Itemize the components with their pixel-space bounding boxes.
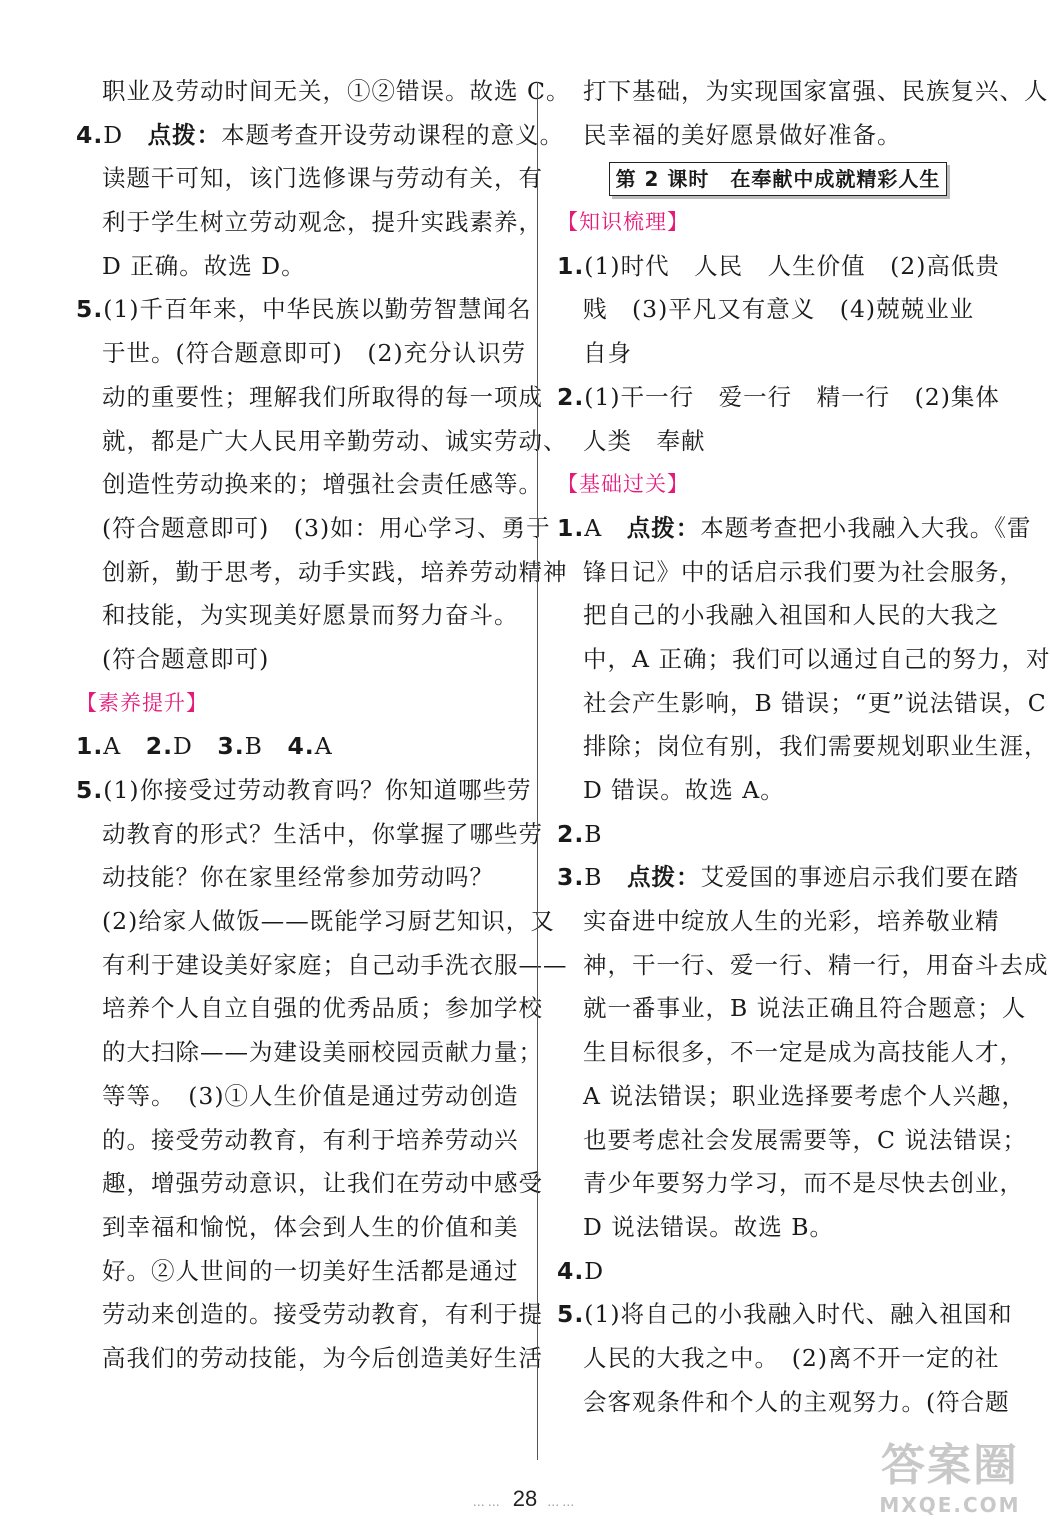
text-line: 有利于建设美好家庭；自己动手洗衣服—— xyxy=(102,950,568,979)
text-line: 动技能？你在家里经常参加劳动吗？ xyxy=(102,863,494,892)
question-number: 4. xyxy=(557,1256,585,1285)
answer-text: (1)将自己的小我融入时代、融入祖国和 xyxy=(584,1300,1013,1329)
text-line: 就，都是广大人民用辛勤劳动、诚实劳动、 xyxy=(102,426,568,455)
section-title: 【知识梳理】 xyxy=(557,210,689,235)
text-line: 到幸福和愉悦，体会到人生的价值和美 xyxy=(102,1212,519,1241)
right-column xyxy=(557,70,1050,1424)
text-line: 会客观条件和个人的主观努力。(符合题 xyxy=(583,1387,1010,1416)
question-number: 2. xyxy=(557,382,585,411)
answer-letter: A xyxy=(103,732,122,761)
footer-dots-right: …… xyxy=(547,1494,578,1509)
text-line: 中，A 正确；我们可以通过自己的努力，对 xyxy=(583,644,1050,673)
knowledge-1 xyxy=(557,245,999,289)
text-line: 生目标很多，不一定是成为高技能人才， xyxy=(583,1038,1024,1067)
text-line: 劳动来创造的。接受劳动教育，有利于提 xyxy=(102,1300,543,1329)
text-line: 人民的大我之中。 (2)离不开一定的社 xyxy=(583,1343,1000,1372)
text-line: 的大扫除——为建设美丽校园贡献力量； xyxy=(102,1038,543,1067)
text-line: 贱 (3)平凡又有意义 (4)兢兢业业 xyxy=(583,295,975,324)
text-line: 社会产生影响，B 错误；“更”说法错误，C xyxy=(583,688,1047,717)
text-line: 等等。 (3)①人生价值是通过劳动创造 xyxy=(102,1081,519,1110)
text-line: 锋日记》中的话启示我们要为社会服务， xyxy=(583,557,1024,586)
text-line: 趣，增强劳动意识，让我们在劳动中感受 xyxy=(102,1169,543,1198)
text-line: 实奋进中绽放人生的光彩，培养敬业精 xyxy=(583,907,1000,936)
question-5b xyxy=(76,769,532,813)
hint-text: 本题考查开设劳动课程的意义。 xyxy=(221,120,565,149)
answer-text: (1)干一行 爱一行 精一行 (2)集体 xyxy=(584,382,1000,411)
text-line: 动教育的形式？生活中，你掌握了哪些劳 xyxy=(102,819,543,848)
basic-question-2 xyxy=(557,813,999,857)
column-divider xyxy=(537,82,538,1460)
question-number: 2. xyxy=(557,819,585,848)
page-number: 28 xyxy=(512,1486,538,1511)
lesson-title: 第 2 课时 在奉献中成就精彩人生 xyxy=(609,162,948,196)
basic-question-3 xyxy=(557,856,1020,900)
text-line: 民幸福的美好愿景做好准备。 xyxy=(583,120,902,149)
text-line: 读题干可知，该门选修课与劳动有关，有 xyxy=(102,164,543,193)
watermark-url: MXQE.COM xyxy=(879,1493,1021,1517)
question-number: 3. xyxy=(557,863,585,892)
question-number: 5. xyxy=(76,776,104,804)
question-number: 4. xyxy=(76,120,104,149)
question-4 xyxy=(76,114,565,158)
hint-label: 点拨： xyxy=(147,120,222,149)
hint-label: 点拨： xyxy=(627,863,701,892)
text-line: 的。接受劳动教育，有利于培养劳动兴 xyxy=(102,1125,519,1154)
answer-letter: A xyxy=(584,513,603,542)
question-number: 1. xyxy=(76,732,104,761)
text-line: 打下基础，为实现国家富强、民族复兴、人 xyxy=(583,77,1049,105)
text-line: 好。②人世间的一切美好生活都是通过 xyxy=(102,1256,519,1285)
text-line: 创造性劳动换来的；增强社会责任感等。 xyxy=(102,470,543,499)
knowledge-2 xyxy=(557,376,999,420)
question-number: 3. xyxy=(217,732,245,761)
answer-letter: B xyxy=(584,819,603,848)
text-line: 高我们的劳动技能，为今后创造美好生活 xyxy=(102,1343,543,1372)
basic-question-4 xyxy=(557,1250,999,1294)
answer-letter: B xyxy=(584,863,603,892)
text-line: D 说法错误。故选 B。 xyxy=(583,1212,835,1241)
question-number: 1. xyxy=(557,251,585,280)
text-line: 排除；岗位有别，我们需要规划职业生涯， xyxy=(583,732,1049,761)
text-line: 把自己的小我融入祖国和人民的大我之 xyxy=(583,601,1000,630)
question-number: 2. xyxy=(145,732,174,761)
section-title: 【基础过关】 xyxy=(557,472,689,497)
text-line: 创新，勤于思考，动手实践，培养劳动精神 xyxy=(102,557,568,586)
answer-letter: A xyxy=(314,732,333,761)
text-line: 也要考虑社会发展需要等，C 说法错误； xyxy=(583,1125,1027,1154)
text-line: D 错误。故选 A。 xyxy=(583,776,785,804)
text-line: 职业及劳动时间无关，①②错误。故选 C。 xyxy=(102,77,571,105)
text-line: (2)给家人做饭——既能学习厨艺知识，又 xyxy=(102,907,555,936)
question-number: 4. xyxy=(287,732,315,761)
watermark-title: 答案圈 xyxy=(881,1440,1019,1491)
answer-text: (1)时代 人民 人生价值 (2)高低贵 xyxy=(584,251,1000,280)
text-line: 于世。(符合题意即可) (2)充分认识劳 xyxy=(102,339,527,368)
basic-question-1 xyxy=(557,507,1032,551)
text-line: D 正确。故选 D。 xyxy=(102,251,306,280)
answer-letter: D xyxy=(584,1256,605,1285)
footer-dots-left: …… xyxy=(472,1494,503,1509)
answer-text: (1)你接受过劳动教育吗？你知道哪些劳 xyxy=(103,776,532,804)
text-line: 神，干一行、爱一行、精一行，用奋斗去成 xyxy=(583,950,1049,979)
hint-text: 艾爱国的事迹启示我们要在踏 xyxy=(700,863,1020,892)
text-line: 青少年要努力学习，而不是尽快去创业， xyxy=(583,1169,1024,1198)
left-column xyxy=(76,70,571,1381)
text-line: 动的重要性；理解我们所取得的每一项成 xyxy=(102,382,543,411)
text-line: (符合题意即可) xyxy=(102,644,270,673)
question-number: 1. xyxy=(557,513,585,542)
basic-question-5 xyxy=(557,1293,1013,1337)
answer-letter: D xyxy=(173,732,193,761)
text-line: 就一番事业，B 说法正确且符合题意；人 xyxy=(583,994,1027,1023)
hint-text: 本题考查把小我融入大我。《雷 xyxy=(700,513,1032,542)
text-line: 自身 xyxy=(583,339,632,368)
text-line: 利于学生树立劳动观念，提升实践素养， xyxy=(102,208,543,237)
question-number: 5. xyxy=(557,1300,585,1329)
hint-label: 点拨： xyxy=(626,513,701,542)
text-line: (符合题意即可) (3)如：用心学习、勇于 xyxy=(102,513,551,542)
watermark-logo xyxy=(860,1440,1040,1518)
answer-letter: B xyxy=(244,732,263,761)
text-line: 和技能，为实现美好愿景而努力奋斗。 xyxy=(102,601,519,630)
lesson-title-row xyxy=(557,157,999,201)
answer-text: (1)千百年来，中华民族以勤劳智慧闻名 xyxy=(103,295,532,324)
text-line: 培养个人自立自强的优秀品质；参加学校 xyxy=(102,994,543,1023)
text-line: A 说法错误；职业选择要考虑个人兴趣， xyxy=(583,1081,1026,1110)
multiple-choice-answers xyxy=(76,725,518,769)
question-5 xyxy=(76,288,532,332)
section-title: 【素养提升】 xyxy=(76,690,208,715)
question-number: 5. xyxy=(76,295,104,324)
answer-letter: D xyxy=(103,120,124,149)
text-line: 人类 奉献 xyxy=(583,426,706,455)
